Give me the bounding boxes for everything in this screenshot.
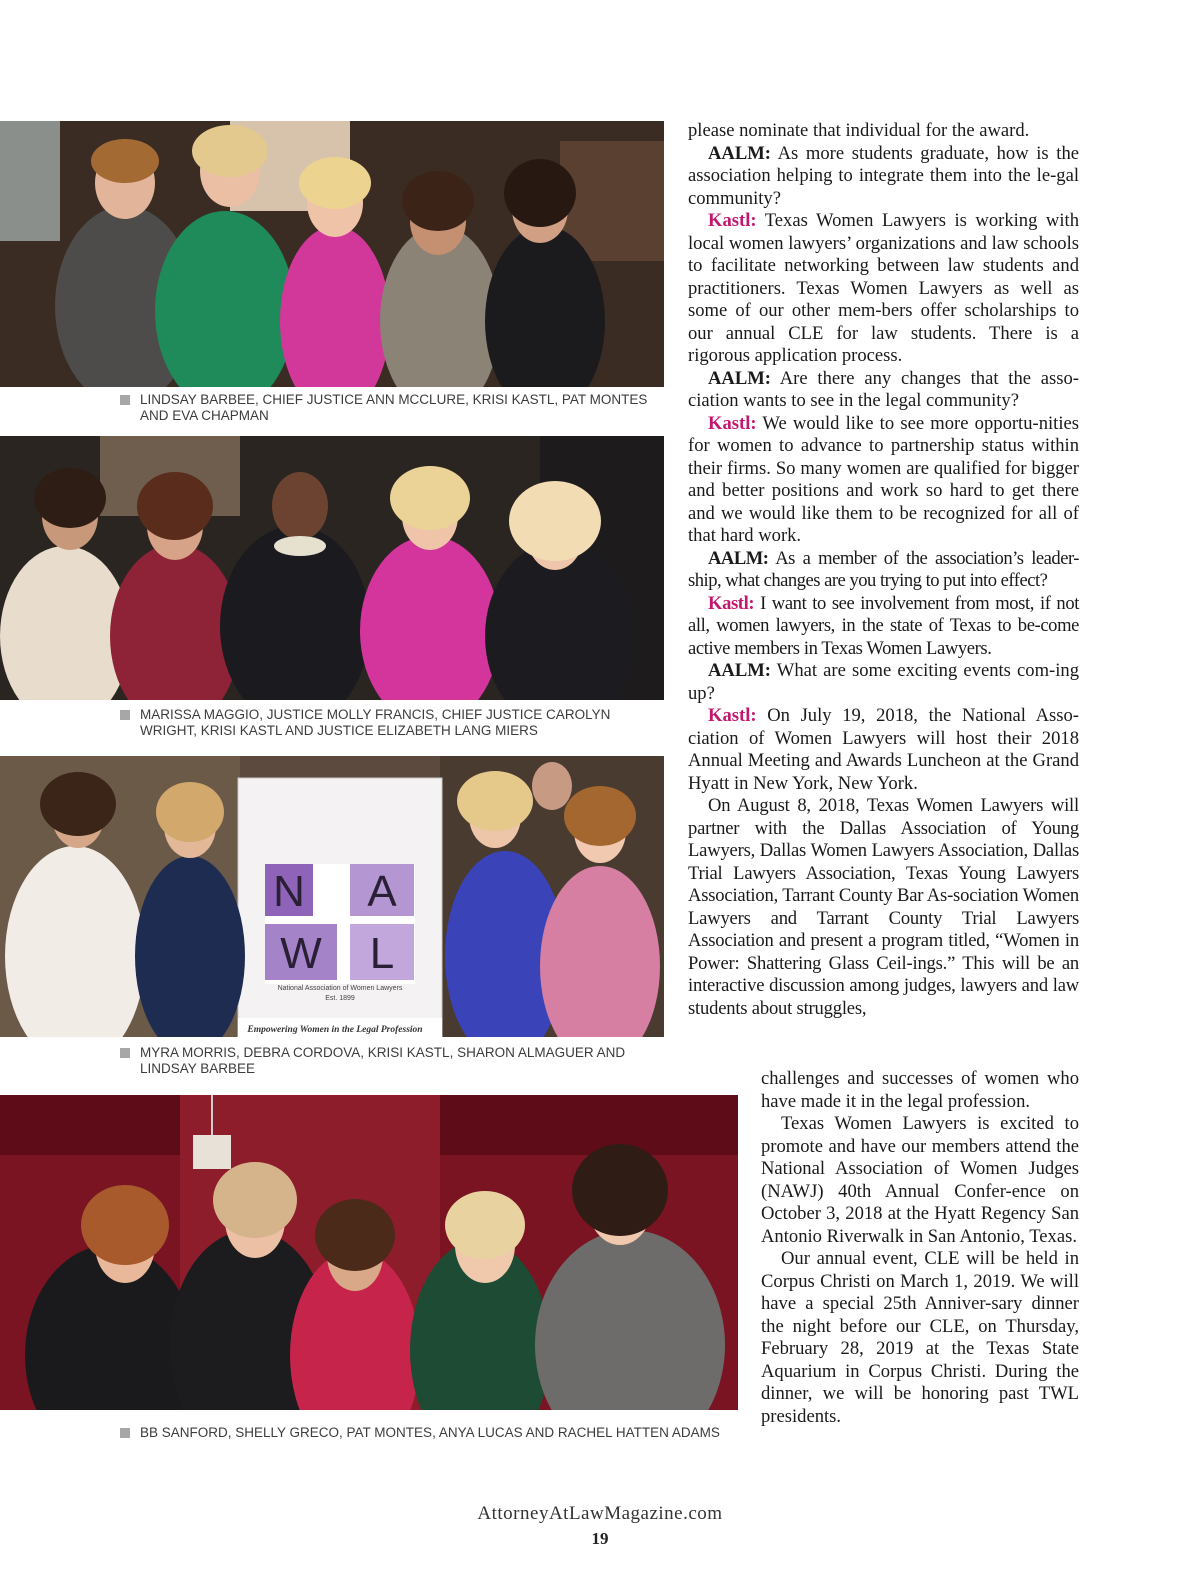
paragraph: Texas Women Lawyers is excited to promote and have our members attend the National Association of Women Judges (NAWJ) 40th Annual Confer-ence on October 3, 2018 at the Hyatt Regency San Antonio Riverwalk in San Antonio, Texas. xyxy=(761,1113,1079,1247)
page-number: 19 xyxy=(591,1529,609,1548)
respondent-label: Kastl: xyxy=(708,592,755,614)
photo-caption: BB SANFORD, SHELLY GRECO, PAT MONTES, ANYA LUCAS AND RACHEL HATTEN ADAMS xyxy=(120,1425,730,1441)
interview-column xyxy=(688,120,1079,1020)
photo-group-2 xyxy=(0,436,664,700)
interviewer-label: AALM: xyxy=(708,142,771,164)
nawl-tagline: Empowering Women in the Legal Profession xyxy=(247,1025,423,1035)
caption-bullet xyxy=(120,1048,130,1058)
paragraph: Kastl: On July 19, 2018, the National Asso-ciation of Women Lawyers will host their 2018 Annual Meeting and Awards Luncheon at the Grand Hyatt in New York, New York. xyxy=(688,705,1079,794)
magazine-website: AttorneyAtLawMagazine.com xyxy=(477,1503,723,1524)
paragraph: AALM: As a member of the association’s leader-ship, what changes are you trying to put into effect? xyxy=(688,547,1079,591)
interviewer-label: AALM: xyxy=(708,660,771,681)
caption-bullet xyxy=(120,395,130,405)
interview-column-lower xyxy=(761,1068,1079,1428)
caption-bullet xyxy=(120,1428,130,1438)
nawl-letter-n: N xyxy=(273,867,305,916)
nawl-letter-l: L xyxy=(369,929,395,978)
paragraph: On August 8, 2018, Texas Women Lawyers will partner with the Dallas Association of Young Lawyers, Dallas Women Lawyers Association, Dallas Trial Lawyers Association, Texas Young Lawyers Association, Tarrant County Bar As-sociation Women Lawyers and Tarrant County Trial Lawyers Association and present a program titled, “Women in Power: Shattering Glass Ceil-ings.” This will be an interactive discussion among judges, lawyers and law students about struggles, xyxy=(688,795,1079,1019)
photo-group-3 xyxy=(0,756,664,1037)
paragraph: AALM: What are some exciting events com-ing up? xyxy=(688,660,1079,704)
nawl-org-name: National Association of Women Lawyers xyxy=(277,985,403,992)
respondent-label: Kastl: xyxy=(708,705,757,726)
nawl-letter-w: W xyxy=(280,929,322,978)
paragraph: Our annual event, CLE will be held in Corpus Christi on March 1, 2019. We will have a special 25th Anniver-sary dinner the night before our CLE, on Thursday, February 28, 2019 at the Texas State Aquarium in Corpus Christi. During the dinner, we will be honoring past TWL presidents. xyxy=(761,1248,1079,1427)
paragraph: challenges and successes of women who have made it in the legal profession. xyxy=(761,1068,1079,1112)
interviewer-label: AALM: xyxy=(708,547,769,569)
respondent-label: Kastl: xyxy=(708,412,757,434)
photo-caption: MYRA MORRIS, DEBRA CORDOVA, KRISI KASTL, SHARON ALMAGUER AND LINDSAY BARBEE xyxy=(120,1045,650,1077)
caption-bullet xyxy=(120,710,130,720)
paragraph: Kastl: Texas Women Lawyers is working with local women lawyers’ organizations and law schools to facilitate networking between law students and practitioners. Texas Women Lawyers as well as some of our other mem-bers offer scholarships to our annual CLE for law students. There is a rigorous application process. xyxy=(688,210,1079,366)
paragraph: AALM: Are there any changes that the asso-ciation wants to see in the legal community? xyxy=(688,367,1079,411)
photo-caption: LINDSAY BARBEE, CHIEF JUSTICE ANN MCCLURE, KRISI KASTL, PAT MONTES AND EVA CHAPMAN xyxy=(120,392,650,424)
paragraph: Kastl: I want to see involvement from most, if not all, women lawyers, in the state of Texas to be-come active members in Texas Women Lawyers. xyxy=(688,592,1079,659)
nawl-est: Est. 1899 xyxy=(325,995,355,1002)
photo-group-4 xyxy=(0,1095,738,1410)
paragraph: AALM: As more students graduate, how is the association helping to integrate them into the le-gal community? xyxy=(688,142,1079,209)
photo-group-1 xyxy=(0,121,664,387)
photo-caption: MARISSA MAGGIO, JUSTICE MOLLY FRANCIS, CHIEF JUSTICE CAROLYN WRIGHT, KRISI KASTL AND JUSTICE ELIZABETH LANG MIERS xyxy=(120,707,665,739)
interviewer-label: AALM: xyxy=(708,367,771,389)
paragraph: Kastl: We would like to see more opportu-nities for women to advance to partnership status within their firms. So many women are qualified for bigger and better positions and work so hard to get there and we would like them to be recognized for all of that hard work. xyxy=(688,412,1079,546)
nawl-letter-a: A xyxy=(367,867,397,916)
respondent-label: Kastl: xyxy=(708,210,757,231)
paragraph: please nominate that individual for the award. xyxy=(688,120,1030,141)
